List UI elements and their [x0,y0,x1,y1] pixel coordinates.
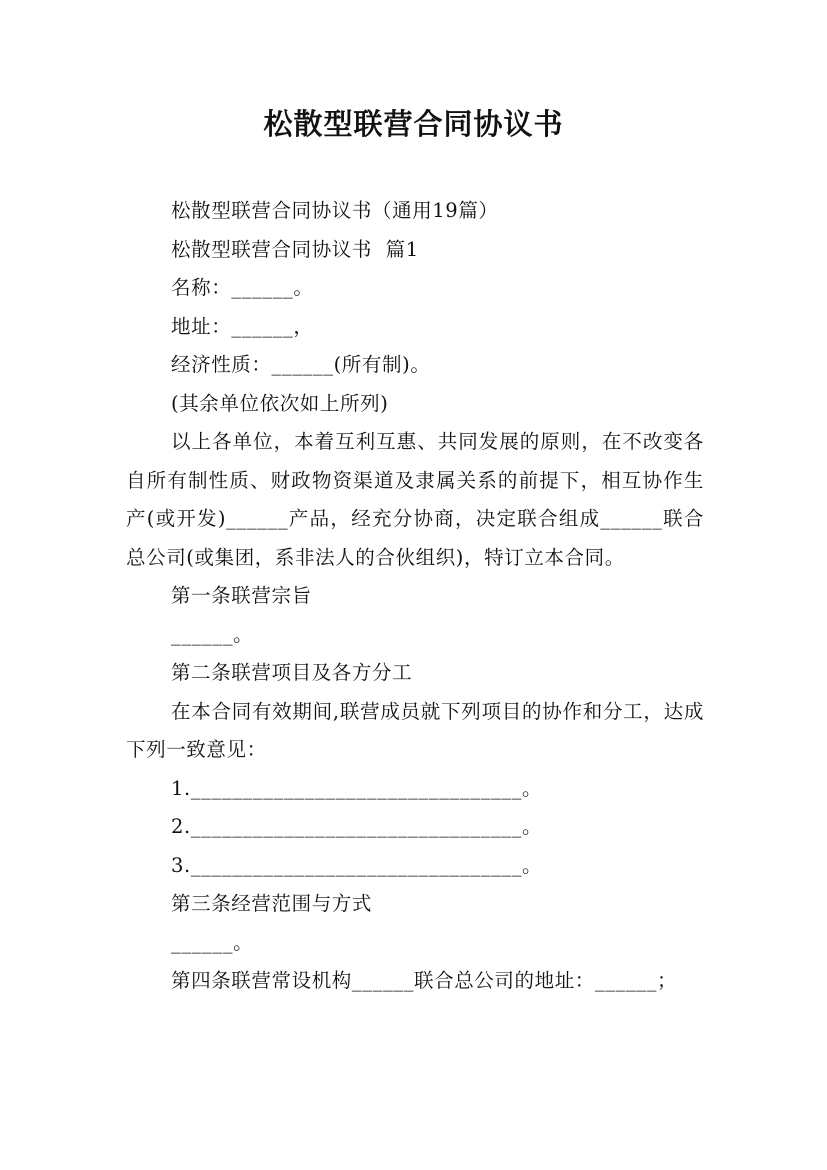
paragraph-article-2-item-3: 3.________________________________。 [171,853,543,877]
document-body [126,192,704,1001]
paragraph-collection-title: 松散型联营合同协议书（通用19篇） [171,199,499,222]
document-title: 松散型联营合同协议书 [263,107,564,141]
paragraph-section-heading: 松散型联营合同协议书 篇1 [171,237,419,261]
paragraph-other-units-note: (其余单位依次如上所列) [171,391,389,415]
paragraph-preamble: 以上各单位，本着互利互惠、共同发展的原则，在不改变各自所有制性质、财政物资渠道及隶属关系的前提下，相互协作生产(或开发)______产品，经充分协商，决定联合组成______联合总公司(或集团，系非法人的合伙组织)，特订立本合同。 [126,430,704,569]
paragraph-article-2-intro: 在本合同有效期间,联营成员就下列项目的协作和分工，达成下列一致意见： [126,699,704,761]
paragraph-article-2-item-1: 1.________________________________。 [171,776,543,800]
paragraph-article-3-blank: ______。 [171,930,254,954]
paragraph-article-2-heading: 第二条联营项目及各方分工 [171,661,413,684]
paragraph-address-field: 地址：______， [171,314,314,338]
paragraph-name-field: 名称：______。 [171,276,314,299]
paragraph-article-2-item-2: 2.________________________________。 [171,815,543,838]
paragraph-article-4: 第四条联营常设机构______联合总公司的地址：______； [171,969,678,992]
paragraph-article-1-blank: ______。 [171,622,254,646]
paragraph-article-3-heading: 第三条经营范围与方式 [171,892,373,915]
paragraph-economic-nature-field: 经济性质：______(所有制)。 [171,353,431,376]
paragraph-article-1-heading: 第一条联营宗旨 [171,584,312,607]
